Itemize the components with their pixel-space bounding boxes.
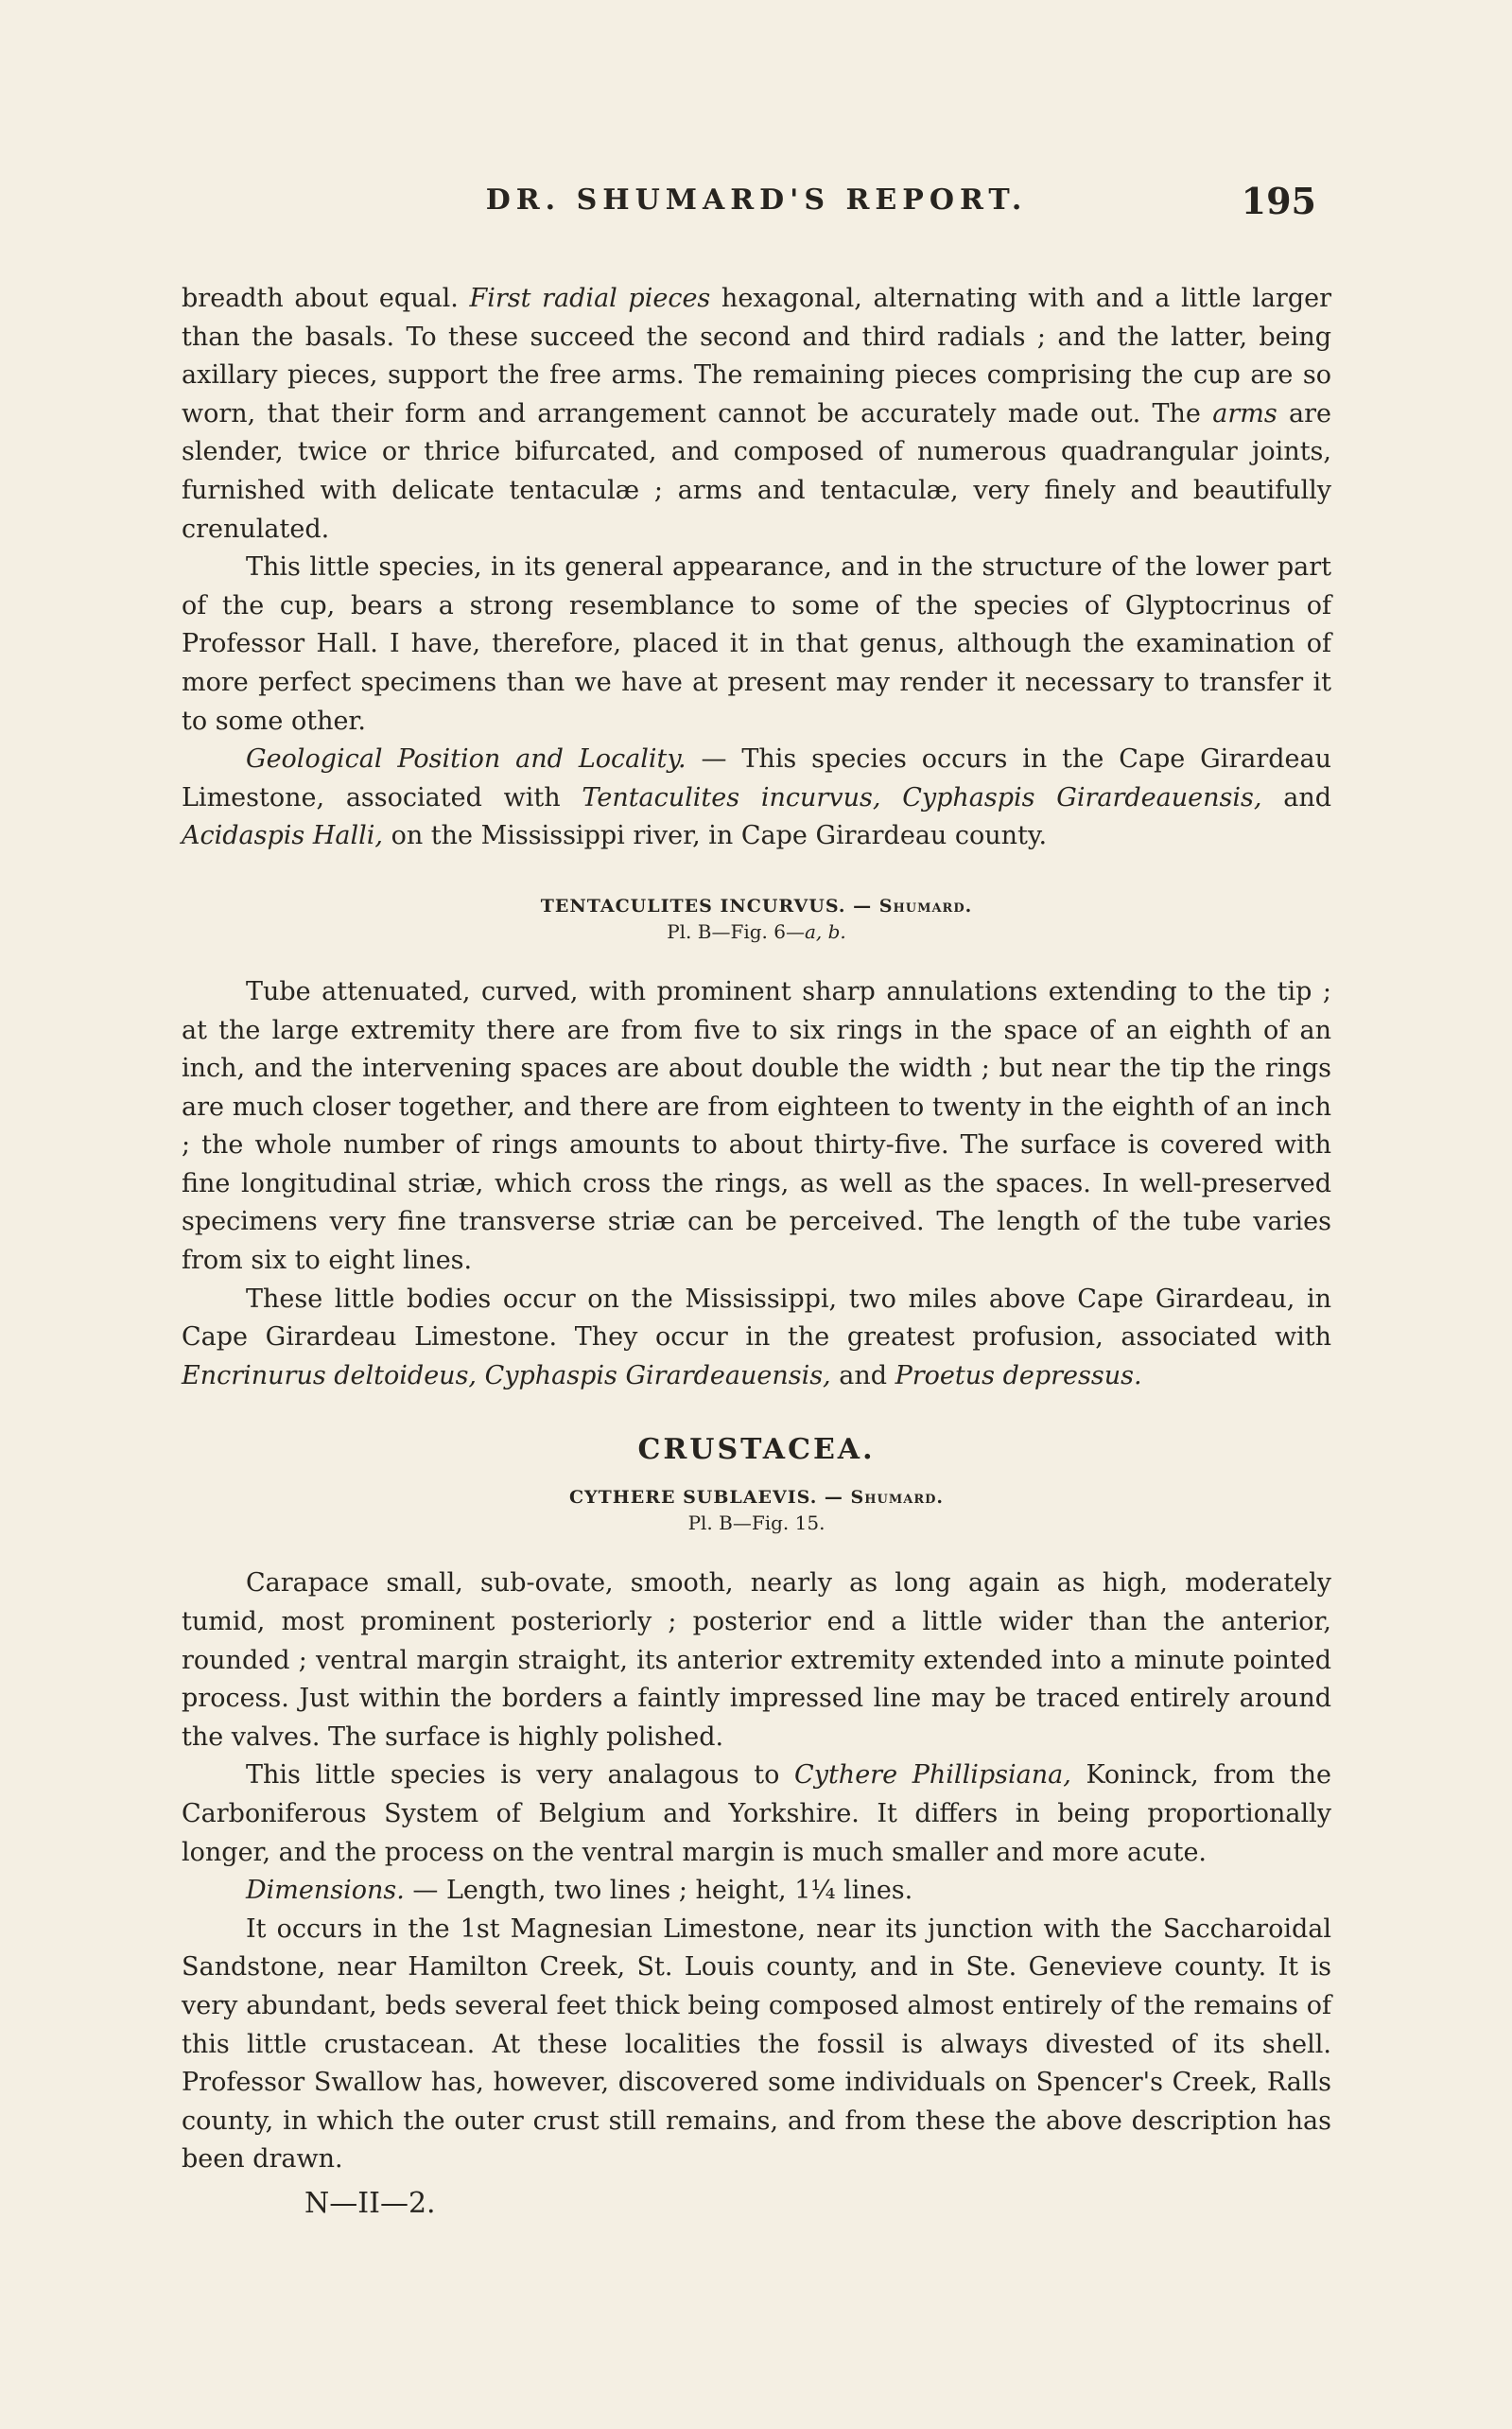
italic-term: Dimensions.	[246, 1876, 405, 1906]
plate-figure-letters: a, b.	[804, 919, 846, 943]
text-span: — This species occurs in the Cape Girardeau Limestone, associated with	[182, 744, 1331, 813]
italic-term: First radial pieces	[469, 284, 711, 313]
paragraph-glyptocrinus-affinity: This little species, in its general appearance, and in the structure of the lower part of the cup, bears a strong resemblance to some of the species of Glyptocrinus of Professor Hall. I have, therefore, placed it in that genus, although the examination of more perfect specimens than we have at present may render it necessary to transfer it to some other.	[182, 552, 1331, 736]
text-span: breadth about equal.	[182, 284, 470, 313]
text-span: These little bodies occur on the Mississippi, two miles above Cape Girardeau, in Cape Girardeau Limestone. They occur in the greatest profusion, associated with	[182, 1284, 1331, 1353]
page-number: 195	[1241, 180, 1316, 222]
italic-term: Tentaculites incurvus, Cyphaspis Girardeauensis,	[582, 782, 1262, 813]
page-header	[182, 180, 1331, 236]
paragraph-cythere-dimensions	[182, 1872, 1331, 1911]
italic-term: Cythere Phillipsiana,	[794, 1760, 1071, 1791]
text-span: Koninck, from the Carboniferous System of Belgium and Yorkshire. It differs in being proportionally longer, and the process on the ventral margin is much smaller and more acute.	[182, 1760, 1331, 1867]
species-heading-cythere	[182, 1487, 1331, 1508]
italic-term: Geological Position and Locality.	[246, 744, 686, 775]
paragraph-tentaculites-description: Tube attenuated, curved, with prominent sharp annulations extending to the tip ; at the large extremity there are from five to six rings in the space of an eighth of an inch, and the intervening spaces are about double the width ; but near the tip the rings are much closer together, and there are from eighteen to twenty in the eighth of an inch ; the whole number of rings amounts to about thirty-five. The surface is covered with fine longitudinal striæ, which cross the rings, as well as the spaces. In well-preserved specimens very fine transverse striæ can be perceived. The length of the tube varies from six to eight lines.	[182, 976, 1331, 1276]
paragraph-glyptocrinus-locality	[182, 741, 1331, 856]
text-span: on the Mississippi river, in Cape Girardeau county.	[382, 821, 1048, 851]
text-span: and	[830, 1360, 895, 1390]
signature-mark: N—II—2.	[304, 2186, 436, 2220]
page-body	[182, 280, 1331, 2220]
paragraph-cythere-locality: It occurs in the 1st Magnesian Limestone, near its junction with the Saccharoidal Sandstone, near Hamilton Creek, St. Louis county, and in Ste. Genevieve county. It is very abundant, beds several feet thick being composed almost entirely of the remains of this little crustacean. At these localities the fossil is always divested of its shell. Professor Swallow has, however, discovered some individuals on Spencer's Creek, Ralls county, in which the outer crust still remains, and from these the above description has been drawn.	[182, 1913, 1331, 2175]
plate-reference-cythere: Pl. B—Fig. 15.	[687, 1512, 826, 1535]
paragraph-tentaculites-locality	[182, 1281, 1331, 1396]
species-author: — Shumard.	[845, 895, 973, 917]
plate-reference-tentaculites	[182, 920, 1331, 943]
plate-text: Pl. B—Fig. 6—	[667, 919, 805, 943]
paragraph-cythere-affinity	[182, 1756, 1331, 1872]
species-name: CYTHERE SUBLAEVIS.	[568, 1487, 818, 1509]
text-span: This little species is very analagous to	[246, 1760, 795, 1791]
paragraph-cythere-description: Carapace small, sub-ovate, smooth, nearly as long again as high, moderately tumid, most prominent posteriorly ; posterior end a little wider than the anterior, rounded ; ventral margin straight, its anterior extremity extended into a minute pointed process. Just within the borders a faintly impressed line may be traced entirely around the valves. The surface is highly polished.	[182, 1568, 1331, 1752]
species-author: — Shumard.	[817, 1487, 945, 1509]
italic-term: arms	[1212, 398, 1277, 428]
running-title: DR. SHUMARD'S REPORT.	[485, 183, 1028, 217]
text-span: — Length, two lines ; height, 1¼ lines.	[404, 1876, 913, 1906]
paragraph-glyptocrinus-description	[182, 280, 1331, 549]
italic-term: Proetus depressus.	[895, 1360, 1142, 1390]
italic-term: Encrinurus deltoideus, Cyphaspis Girardeauensis,	[182, 1360, 831, 1390]
section-heading-crustacea: CRUSTACEA.	[637, 1433, 876, 1467]
text-span: hexagonal, alternating with and a little larger than the basals. To these succeed the second and third radials ; and the latter, being axillary pieces, support the free arms. The remaining pieces comprising the cup are so worn, that their form and arrangement cannot be accurately made out. The	[182, 284, 1332, 428]
text-span: and	[1261, 782, 1332, 813]
species-heading-tentaculites	[182, 896, 1331, 917]
species-name: TENTACULITES INCURVUS.	[540, 895, 846, 917]
italic-term: Acidaspis Halli,	[182, 821, 383, 851]
text-span: are slender, twice or thrice bifurcated, and composed of numerous quadrangular joints, furnished with delicate tentaculæ ; arms and tentaculæ, very finely and beautifully crenulated.	[182, 398, 1331, 544]
